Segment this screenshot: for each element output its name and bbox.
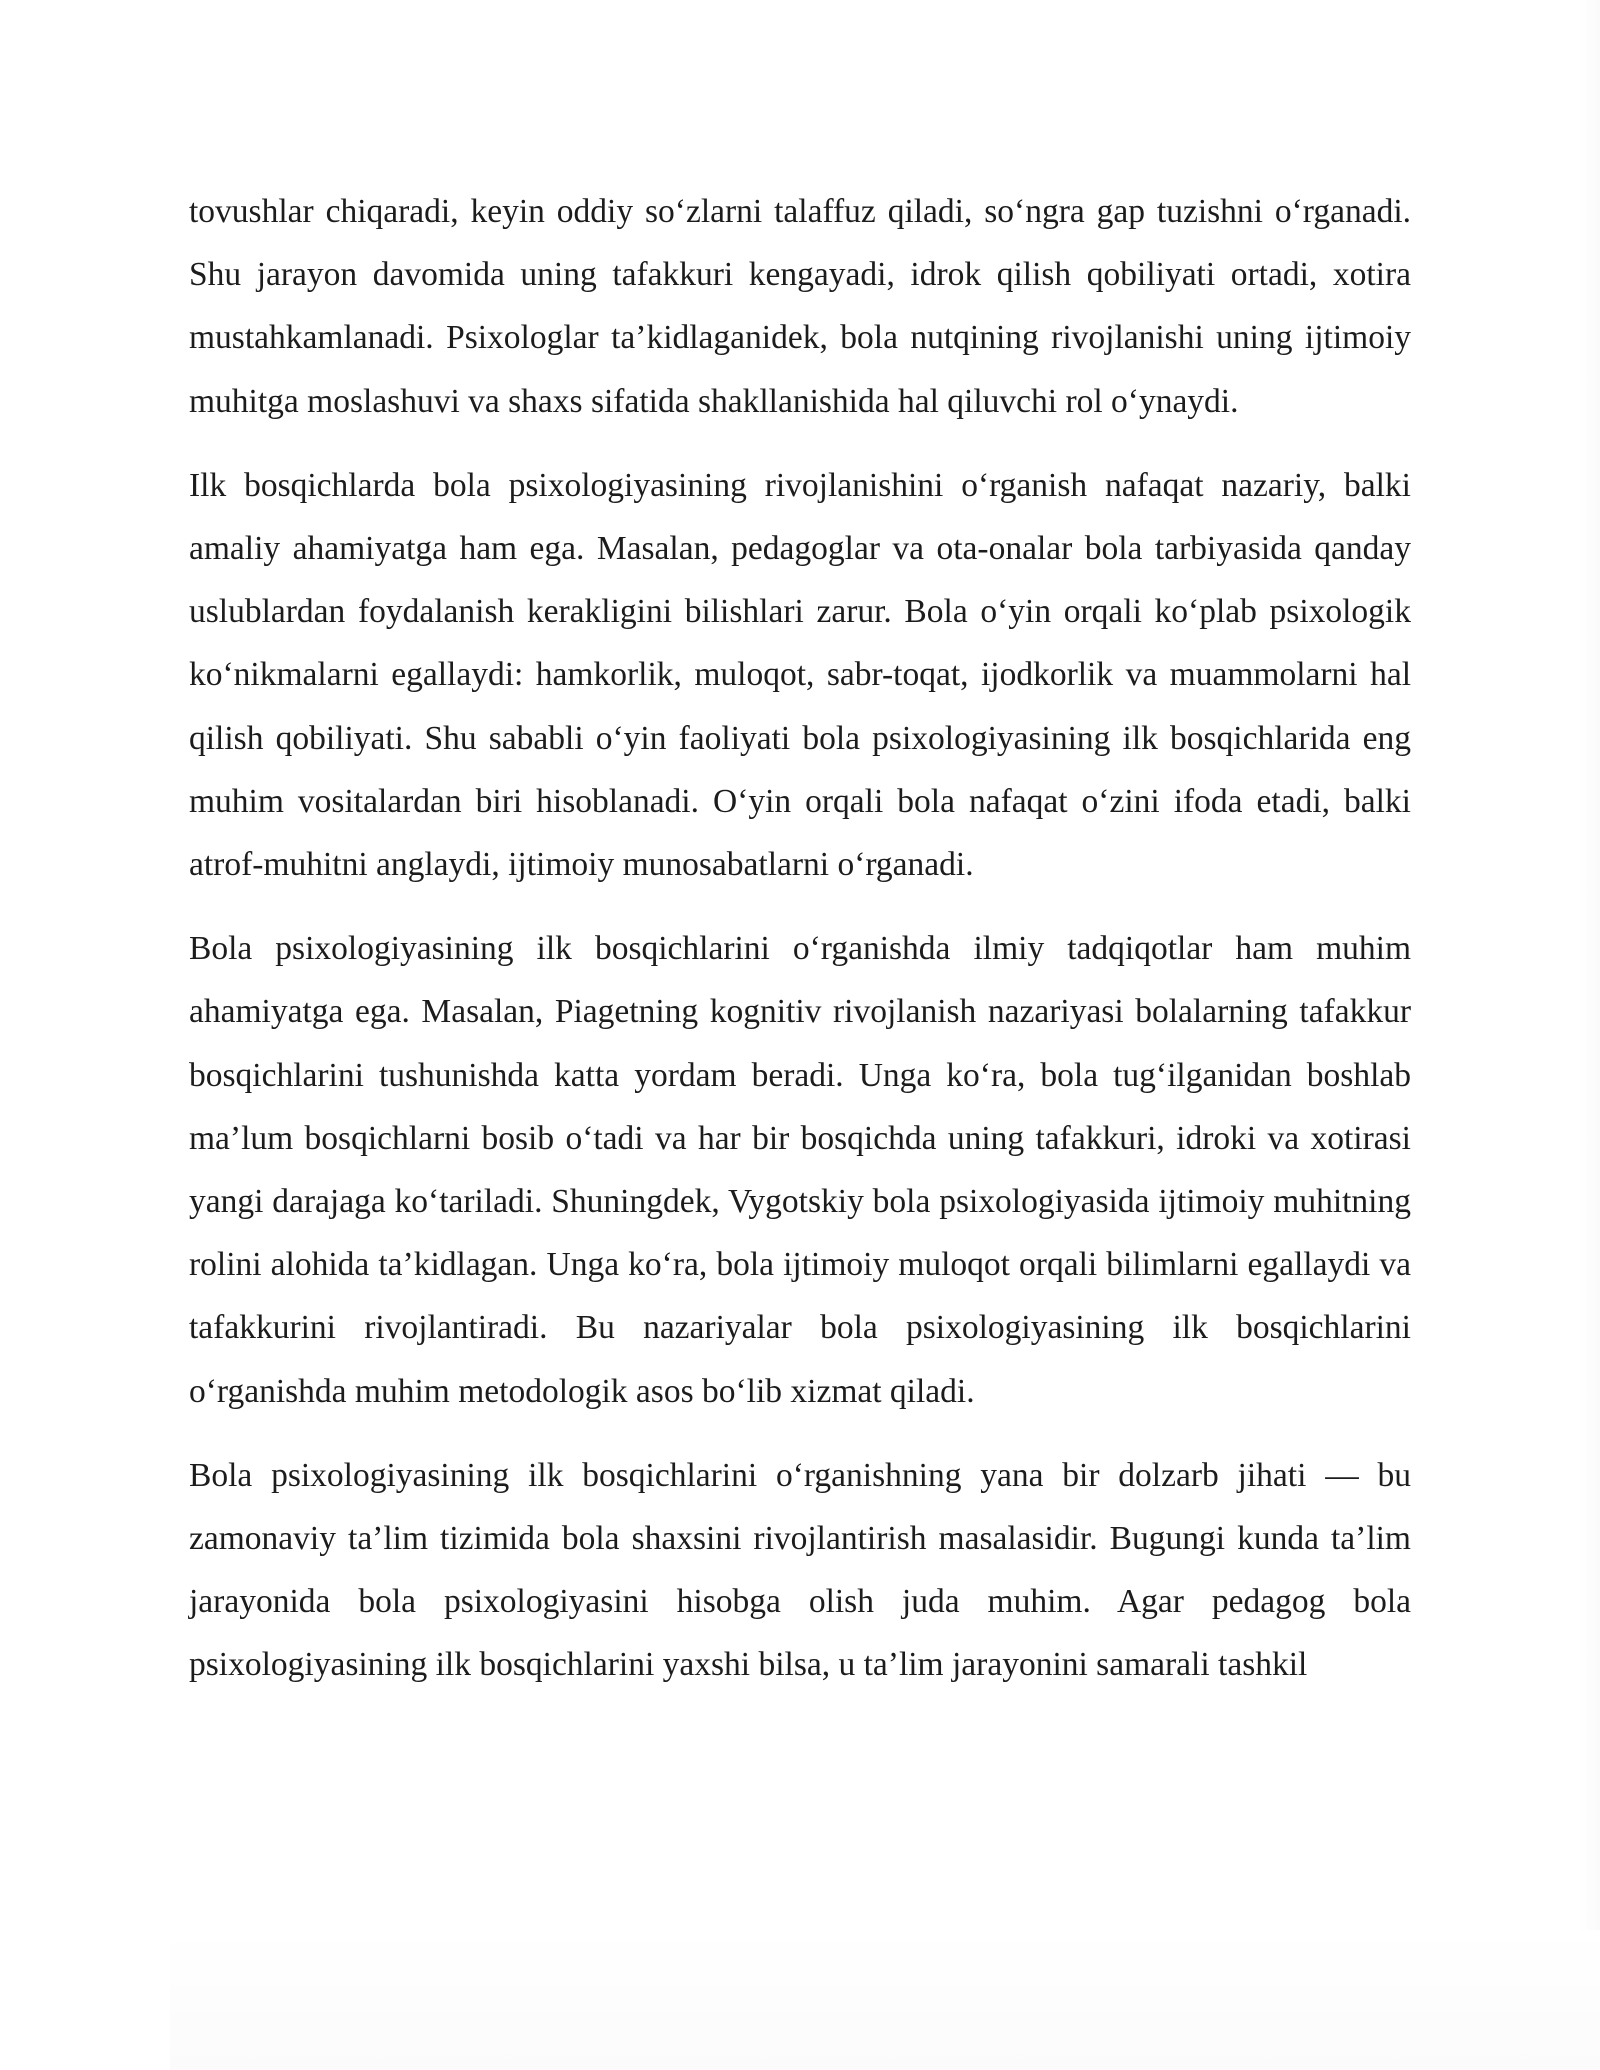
document-body [189, 180, 1411, 1718]
paragraph: Ilk bosqichlarda bola psixologiyasining rivojlanishini o‘rganish nafaqat nazariy, balki amaliy ahamiyatga ham ega. Masalan, pedagoglar va ota-onalar bola tarbiyasida qanday uslublardan foydalanish kerakligini bilishlari zarur. Bola o‘yin orqali ko‘plab psixologik ko‘nikmalarni egallaydi: hamkorlik, muloqot, sabr-toqat, ijodkorlik va muammolarni hal qilish qobiliyati. Shu sababli o‘yin faoliyati bola psixologiyasining ilk bosqichlarida eng muhim vositalardan biri hisoblanadi. O‘yin orqali bola nafaqat o‘zini ifoda etadi, balki atrof-muhitni anglaydi, ijtimoiy munosabatlarni o‘rganadi. [189, 466, 1411, 884]
page-bottom-shade [170, 1930, 1600, 2070]
page-edge-shade [1578, 0, 1600, 2070]
paragraph: Bola psixologiyasining ilk bosqichlarini o‘rganishning yana bir dolzarb jihati — bu zamonaviy ta’lim tizimida bola shaxsini rivojlantirish masalasidir. Bugungi kunda ta’lim jarayonida bola psixologiyasini hisobga olish juda muhim. Agar pedagog bola psixologiyasining ilk bosqichlarini yaxshi bilsa, u ta’lim jarayonini samarali tashkil [189, 1456, 1411, 1684]
paragraph: Bola psixologiyasining ilk bosqichlarini o‘rganishda ilmiy tadqiqotlar ham muhim ahamiyatga ega. Masalan, Piagetning kognitiv rivojlanish nazariyasi bolalarning tafakkur bosqichlarini tushunishda katta yordam beradi. Unga ko‘ra, bola tug‘ilganidan boshlab ma’lum bosqichlarni bosib o‘tadi va har bir bosqichda uning tafakkuri, idroki va xotirasi yangi darajaga ko‘tariladi. Shuningdek, Vygotskiy bola psixologiyasida ijtimoiy muhitning rolini alohida ta’kidlagan. Unga ko‘ra, bola ijtimoiy muloqot orqali bilimlarni egallaydi va tafakkurini rivojlantiradi. Bu nazariyalar bola psixologiyasining ilk bosqichlarini o‘rganishda muhim metodologik asos bo‘lib xizmat qiladi. [189, 930, 1411, 1410]
paragraph: tovushlar chiqaradi, keyin oddiy so‘zlarni talaffuz qiladi, so‘ngra gap tuzishni o‘rganadi. Shu jarayon davomida uning tafakkuri kengayadi, idrok qilish qobiliyati ortadi, xotira mustahkamlanadi. Psixologlar ta’kidlaganidek, bola nutqining rivojlanishi uning ijtimoiy muhitga moslashuvi va shaxs sifatida shakllanishida hal qiluvchi rol o‘ynaydi. [189, 193, 1411, 420]
